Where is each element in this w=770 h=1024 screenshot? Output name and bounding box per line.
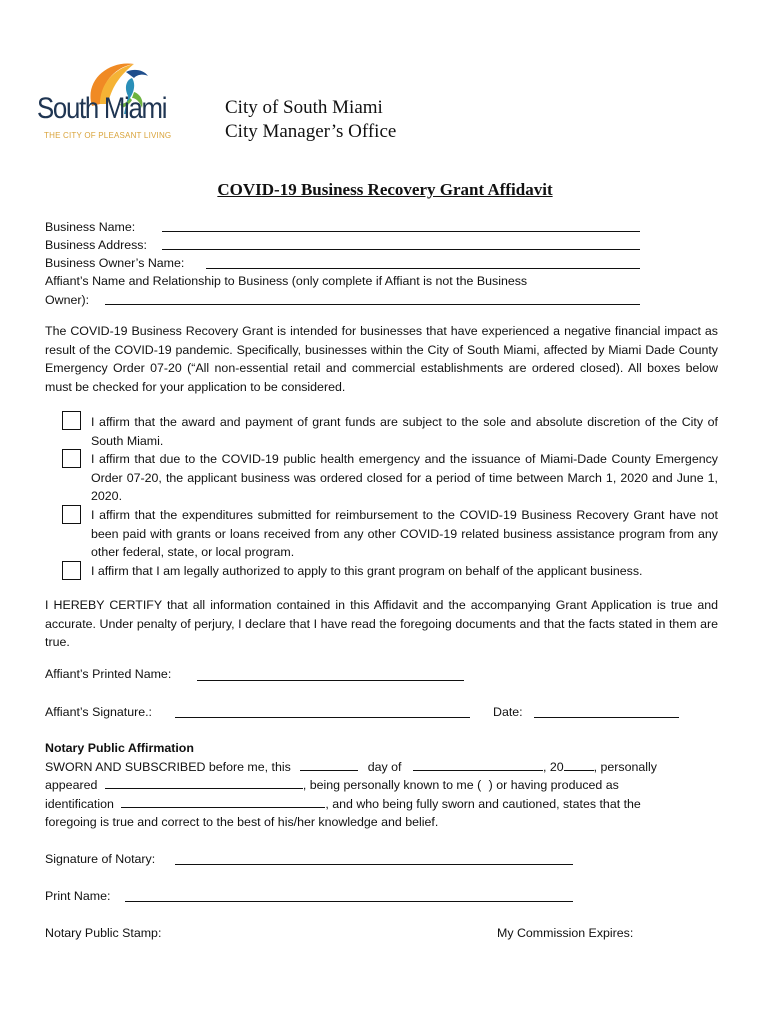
notary-print-name-label: Print Name:	[45, 889, 111, 903]
affirmation-3: I affirm that the expenditures submitted for reimbursement to the COVID-19 Business Recovery Grant have not been paid with grants or loans received from any other COVID-19 related business assistance program from any other federal, state, or local program.	[91, 508, 718, 560]
notary-print-name-field[interactable]	[125, 901, 573, 902]
certify-paragraph: I HEREBY CERTIFY that all information contained in this Affidavit and the accompanying Grant Application is true and accurate. Under penalty of perjury, I declare that I have read the foregoing documents and that the facts stated in them are true.	[45, 598, 718, 650]
notary-personally-text: , personally	[593, 760, 657, 774]
business-name-label: Business Name:	[45, 220, 136, 234]
business-address-label: Business Address:	[45, 238, 147, 252]
notary-sworn-text: SWORN AND SUBSCRIBED before me, this	[45, 760, 291, 774]
notary-year-field[interactable]	[564, 759, 594, 771]
affirm-checkbox-1[interactable]	[62, 411, 81, 430]
affirm-checkbox-3[interactable]	[62, 505, 81, 524]
notary-signature-field[interactable]	[175, 864, 573, 865]
notary-fully-sworn-text: , and who being fully sworn and cautioned, states that the	[325, 797, 641, 811]
affiant-name-label: Affiant’s Name and Relationship to Business (only complete if Affiant is not the Business	[45, 274, 528, 288]
owner-name-label: Business Owner’s Name:	[45, 256, 185, 270]
printed-name-field[interactable]	[197, 680, 464, 681]
notary-identification-field[interactable]	[121, 796, 325, 808]
notary-line-4: foregoing is true and correct to the best of his/her knowledge and belief.	[45, 815, 439, 829]
notary-stamp-label: Notary Public Stamp:	[45, 926, 162, 940]
notary-month-field[interactable]	[413, 759, 543, 771]
org-header	[225, 96, 396, 144]
date-label: Date:	[493, 705, 523, 719]
org-name: City of South Miami	[225, 97, 383, 118]
printed-name-label: Affiant’s Printed Name:	[45, 667, 172, 681]
business-name-field[interactable]	[162, 231, 640, 232]
affirmation-2: I affirm that due to the COVID-19 public health emergency and the issuance of Miami-Dade County Emergency Order 07-20, the applicant business was ordered closed for a period of time between March 1, 2020 and June 1, 2020.	[91, 452, 718, 504]
notary-appeared-field[interactable]	[105, 777, 303, 789]
date-field[interactable]	[534, 717, 679, 718]
owner-name-field[interactable]	[206, 268, 640, 269]
notary-line-2	[45, 776, 619, 795]
notary-identification-text: identification	[45, 797, 114, 811]
notary-known-text: , being personally known to me (	[302, 778, 482, 792]
logo-wordmark: South Miami	[37, 92, 167, 125]
notary-heading: Notary Public Affirmation	[45, 741, 194, 755]
business-address-field[interactable]	[162, 249, 640, 250]
notary-appeared-text: appeared	[45, 778, 98, 792]
org-office: City Manager’s Office	[225, 121, 397, 142]
south-miami-logo	[34, 58, 184, 144]
commission-expires-label: My Commission Expires:	[497, 926, 634, 940]
affiant-name-label-cont: Owner):	[45, 293, 90, 307]
notary-day-of-text: day of	[367, 760, 402, 774]
logo-tagline: THE CITY OF PLEASANT LIVING	[44, 131, 172, 140]
affiant-name-field[interactable]	[105, 304, 640, 305]
intro-paragraph: The COVID-19 Business Recovery Grant is intended for businesses that have experienced a negative financial impact as result of the COVID-19 pandemic. Specifically, businesses within the City of South Miami, affected by Miami Dade County Emergency Order 07-20 (“All non-essential retail and commercial establishments are ordered closed). All boxes below must be checked for your application to be considered.	[45, 324, 718, 394]
notary-line-1	[45, 758, 718, 777]
notary-produced-text: ) or having produced as	[488, 778, 619, 792]
affirmation-4: I affirm that I am legally authorized to apply to this grant program on behalf of the applicant business.	[91, 564, 643, 578]
notary-line-3	[45, 795, 641, 814]
signature-label: Affiant’s Signature.:	[45, 705, 152, 719]
signature-field[interactable]	[175, 717, 470, 718]
affirm-checkbox-4[interactable]	[62, 561, 81, 580]
affirm-checkbox-2[interactable]	[62, 449, 81, 468]
notary-day-field[interactable]	[300, 759, 358, 771]
notary-year-prefix: , 20	[542, 760, 564, 774]
page-title: COVID-19 Business Recovery Grant Affidavit	[217, 180, 553, 199]
affirmation-1: I affirm that the award and payment of grant funds are subject to the sole and absolute discretion of the City of South Miami.	[91, 415, 718, 448]
notary-signature-label: Signature of Notary:	[45, 852, 156, 866]
